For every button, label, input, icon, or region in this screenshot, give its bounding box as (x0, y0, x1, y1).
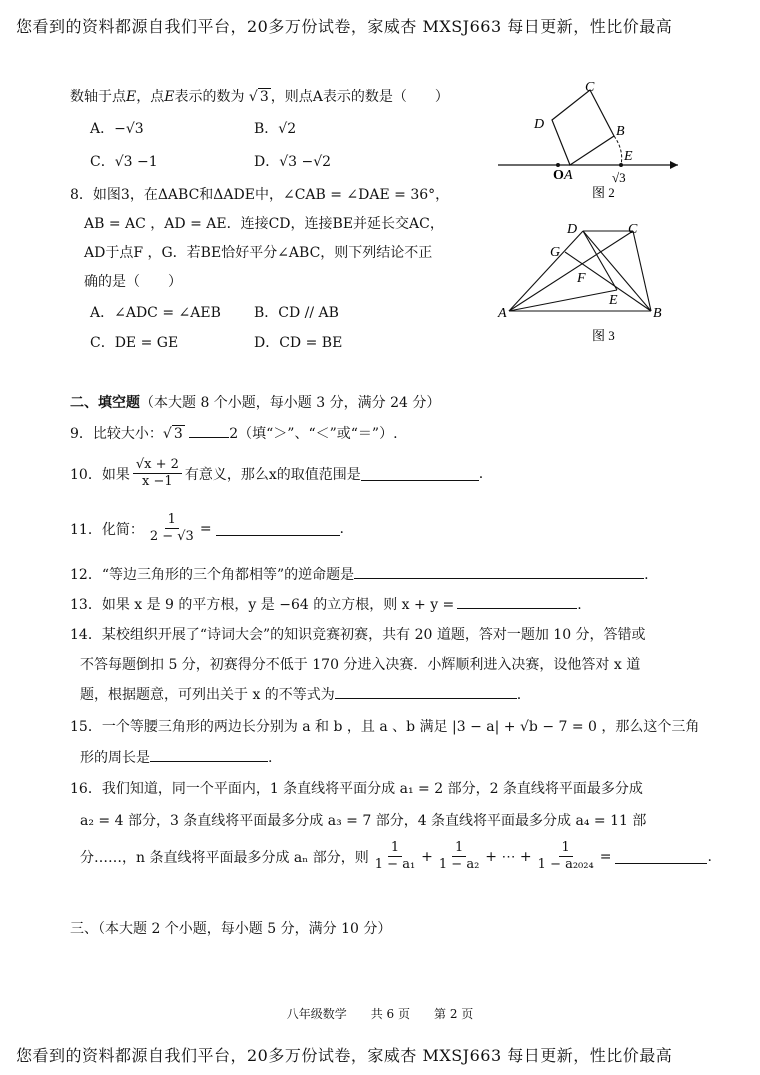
q16-line3: 分……，n 条直线将平面最多分成 aₙ 部分，则 $\frac{1}{\text{1 − a₁}}$ + $\frac{1}{\text{1 − a₂}}$ + ⋯ + $\frac{1}{\text{1 − a₂₀₂₄}}$ = . (80, 840, 712, 872)
page-footer: 八年级数学 共 6 页 第 2 页 (286, 1007, 474, 1021)
q10-answer-blank[interactable] (361, 466, 479, 481)
segment-cb (633, 231, 651, 311)
section3-heading: 三、（本大题 2 个小题，每小题 5 分，满分 10 分） (70, 921, 392, 937)
label-f: F (577, 271, 586, 286)
label-a: A (498, 306, 507, 321)
label-c: C (628, 222, 638, 237)
q7-option-c: C．√3 −1 (90, 154, 158, 170)
bottom-banner: 您看到的资料都源自我们平台，20多万份试卷，家威杏 MXSJ663 每日更新，性比价最高 (16, 1046, 673, 1065)
label-d: D (567, 222, 578, 237)
q9: 9．比较大小：√ 3 2（填“＞”、“＜”或“＝”）. (70, 423, 398, 443)
q8-line3: AD于点F ，G．若BE恰好平分∠ABC，则下列结论不正 (84, 245, 433, 261)
q7-option-d: D．√3 −√2 (254, 154, 332, 170)
q7-option-b: B．√2 (254, 121, 297, 137)
square-abcd (552, 90, 614, 165)
figure-3 (495, 215, 675, 350)
label-d: D (534, 117, 545, 132)
q14-line1: 14．某校组织开展了“诗词大会”的知识竞赛初赛，共有 20 道题，答对一题加 10 分，答错或 (70, 627, 646, 643)
q8-line2: AB = AC ，AD = AE．连接CD，连接BE并延长交AC， (84, 216, 444, 232)
q12: 12．“等边三角形的三个角都相等”的逆命题是 . (70, 564, 649, 584)
fig3-caption: 图 3 (592, 328, 615, 343)
arrow-icon (670, 161, 678, 169)
q13-answer-blank[interactable] (457, 594, 577, 609)
q12-answer-blank[interactable] (354, 564, 644, 579)
q7-option-a: A．−√3 (90, 121, 144, 137)
point-o (556, 163, 560, 167)
label-g: G (550, 245, 561, 260)
q8-option-d: D．CD = BE (254, 335, 343, 351)
label-root3: √3 (612, 170, 626, 185)
q16-fraction-1: $\frac{1}{\text{1 − a₁}}$ (374, 840, 416, 872)
q8-option-b: B．CD // AB (254, 305, 339, 321)
q14-answer-blank[interactable] (335, 684, 517, 699)
q15-answer-blank[interactable] (150, 747, 268, 762)
label-e: E (624, 149, 633, 164)
q16-fraction-3: $\frac{1}{\text{1 − a₂₀₂₄}}$ (537, 840, 594, 872)
q10: 10．如果 $\frac{√x + 2}{x -1}$ 有意义，那么x的取值范围是 . (70, 457, 484, 489)
label-c: C (585, 80, 595, 95)
figure-2 (490, 78, 690, 203)
label-e: E (609, 293, 618, 308)
q16-line2: a₂ = 4 部分，3 条直线将平面最多分成 a₃ = 7 部分，4 条直线将平面最多分成 a₄ = 11 部 (80, 813, 647, 829)
q16-fraction-2: $\frac{1}{\text{1 − a₂}}$ (438, 840, 480, 872)
q8-option-c: C．DE = GE (90, 335, 179, 351)
fig2-caption: 图 2 (592, 185, 615, 200)
q13: 13．如果 x 是 9 的平方根，y 是 −64 的立方根，则 x + y = . (70, 594, 582, 614)
q14-line3: 题，根据题意，可列出关于 x 的不等式为 . (80, 684, 521, 704)
label-b: B (653, 306, 662, 321)
sqrt3: √ 3 (162, 426, 183, 442)
label-b: B (616, 124, 625, 139)
arc-be (614, 136, 622, 165)
label-o: O (553, 168, 564, 183)
q11-fraction: $\frac{1}{2 - √3}$ (149, 512, 194, 544)
q16-line1: 16．我们知道，同一个平面内，1 条直线将平面分成 a₁ = 2 部分，2 条直线将平面最多分成 (70, 781, 643, 797)
section2-heading: 二、填空题（本大题 8 个小题，每小题 3 分，满分 24 分） (70, 395, 441, 411)
q14-line2: 不答每题倒扣 5 分，初赛得分不低于 170 分进入决赛．小辉顺利进入决赛，设他答对 x 道 (80, 657, 641, 673)
sqrt3: √ 3 (248, 89, 269, 105)
q8-line1: 8．如图3，在ΔABC和ΔADE中，∠CAB = ∠DAE = 36°， (70, 187, 450, 203)
q9-answer-blank[interactable] (189, 423, 229, 438)
q11-answer-blank[interactable] (216, 521, 340, 536)
q15-line2: 形的周长是 . (80, 747, 272, 767)
q8-line4: 确的是（ ） (84, 274, 182, 290)
q10-fraction: $\frac{√x + 2}{x -1}$ (133, 457, 182, 490)
q8-option-a: A．∠ADC = ∠AEB (90, 305, 221, 321)
q11: 11．化简： $\frac{1}{2 - √3}$ = . (70, 512, 344, 544)
label-a: A (564, 168, 573, 183)
q7-stem: 数轴于点E，点E表示的数为 √ 3 ，则点A表示的数是（ ） (70, 89, 449, 105)
top-banner: 您看到的资料都源自我们平台，20多万份试卷，家威杏 MXSJ663 每日更新，性比价最高 (16, 17, 673, 36)
point-e (619, 163, 623, 167)
q15-line1: 15．一个等腰三角形的两边长分别为 a 和 b ，且 a 、b 满足 |3 − a| + √b − 7 = 0 ，那么这个三角 (70, 719, 700, 735)
q16-answer-blank[interactable] (615, 849, 707, 864)
